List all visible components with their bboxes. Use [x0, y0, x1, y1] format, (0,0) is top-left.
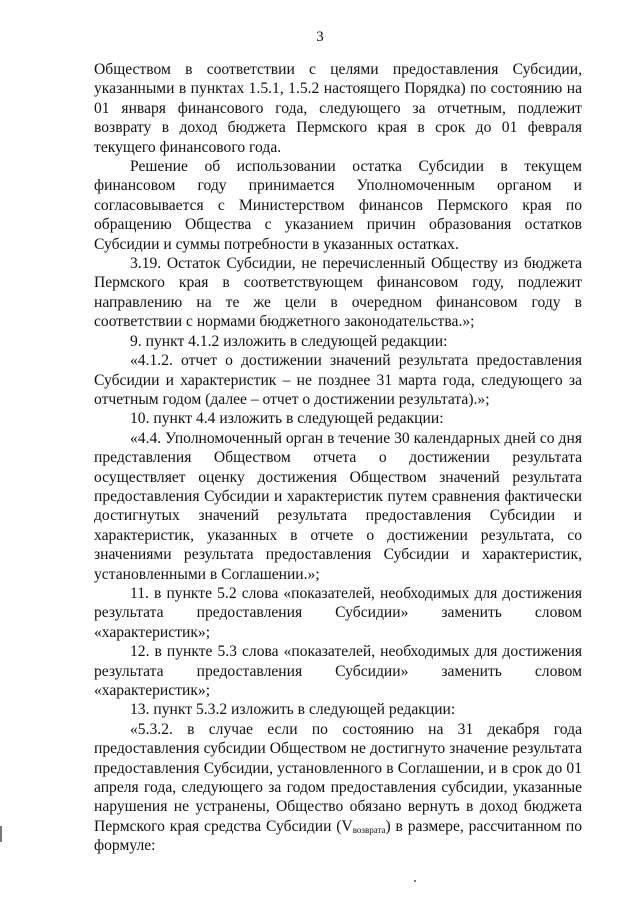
- paragraph-9: 12. в пункте 5.3 слова «показателей, необходимых для достижения результата предоставления Субсидии» заменить словом «характеристик»;: [94, 643, 582, 699]
- paragraph-11-text: «5.3.2. в случае если по состоянию на 31 декабря года предоставления субсидии Обществом не достигнуто значение результата предоставления Субсидии, установленного в Соглашении, и в срок до 01 апреля года, следующего за годом предоставления субсидии, указанные нарушения не устранены, Общество обязано вернуть в доход бюджета Пермского края средства Субсидии (V: [94, 720, 582, 835]
- document-body: [94, 60, 582, 856]
- scan-dot-mark: [414, 880, 416, 882]
- paragraph-11-tail: ) в размере, рассчитанном по формуле:: [94, 817, 582, 855]
- volume-subscript: возврата: [352, 824, 386, 835]
- paragraph-8: 11. в пункте 5.2 слова «показателей, необходимых для достижения результата предоставления Субсидии» заменить словом «характеристик»;: [94, 584, 582, 641]
- paragraph-2: Решение об использовании остатка Субсидии в текущем финансовом году принимается Уполномоченным органом и согласовывается с Министерством финансов Пермского края по обращению Общества с указанием причин образования остатков Субсидии и суммы потребности в указанных остатках.: [94, 158, 582, 253]
- paragraph-11: [94, 720, 582, 856]
- paragraph-7: «4.4. Уполномоченный орган в течение 30 календарных дней со дня представления Обществом отчета о достижении результата осуществляет оценку достижения Обществом значений результата предоставления Субсидии и характеристик путем сравнения фактически достигнутых значений результата предоставления Субсидии и характеристик, указанных в отчете о достижении результата, со значениями результата предоставления Субсидии и характеристик, установленными в Соглашении.»;: [94, 429, 582, 583]
- paragraph-1: Обществом в соответствии с целями предоставления Субсидии, указанными в пунктах 1.5.1, 1.5.2 настоящего Порядка) по состоянию на 01 января финансового года, следующего за отчетным, подлежит возврату в доход бюджета Пермского края в срок до 01 февраля текущего финансового года.: [94, 61, 582, 156]
- page-number: 3: [316, 29, 324, 45]
- paragraph-4: 9. пункт 4.1.2 изложить в следующей редакции:: [130, 332, 448, 350]
- scan-edge-mark: [0, 826, 2, 842]
- paragraph-10: 13. пункт 5.3.2 изложить в следующей редакции:: [130, 701, 456, 719]
- paragraph-3: 3.19. Остаток Субсидии, не перечисленный Обществу из бюджета Пермского края в соответствующем финансовом году, подлежит направлению на те же цели в очередном финансовом году в соответствии с нормами бюджетного законодательства.»;: [94, 255, 582, 331]
- paragraph-5: «4.1.2. отчет о достижении значений результата предоставления Субсидии и характеристик – не позднее 31 марта года, следующего за отчетным годом (далее – отчет о достижении результата).»;: [94, 352, 582, 408]
- paragraph-6: 10. пункт 4.4 изложить в следующей редакции:: [130, 410, 444, 428]
